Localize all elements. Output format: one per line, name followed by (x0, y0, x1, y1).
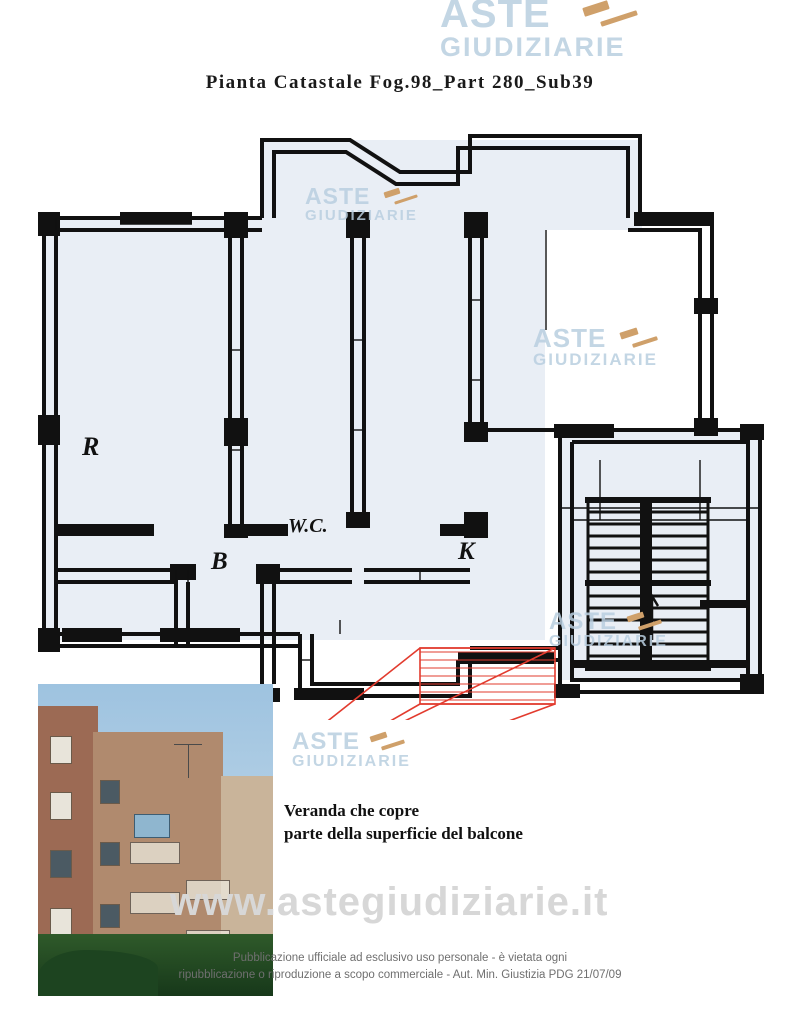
footer-line-1: Pubblicazione ufficiale ad esclusivo uso personale - è vietata ogni (232, 952, 568, 964)
photo-window (50, 792, 72, 820)
footer-line-2: ripubblicazione o riproduzione a scopo commerciale - Aut. Min. Giustizia PDG 21/07/09 (178, 969, 622, 982)
room-label-k: K (458, 538, 475, 565)
photo-antenna-icon (188, 744, 189, 778)
room-label-wc: W.C. (288, 515, 328, 537)
photo-window (100, 842, 120, 866)
watermark-top: ASTE GIUDIZIARIE (440, 0, 626, 62)
veranda-caption-line2: parte della superficie del balcone (284, 823, 523, 843)
watermark-plan-bottom: ASTE GIUDIZIARIE (549, 608, 668, 650)
photo-window (100, 904, 120, 928)
page-title: Pianta Catastale Fog.98_Part 280_Sub39 (205, 72, 595, 93)
room-label-r: R (82, 432, 100, 461)
room-label-b: B (211, 548, 228, 575)
watermark-plan-right: ASTE GIUDIZIARIE (533, 323, 658, 369)
watermark-url: www.astegiudiziarie.it (170, 880, 609, 924)
footer-notice (0, 950, 800, 985)
veranda-caption-line1: Veranda che copre (284, 801, 420, 820)
watermark-caption: ASTE GIUDIZIARIE (292, 728, 411, 770)
photo-window (50, 736, 72, 764)
photo-balcony (130, 842, 180, 864)
photo-window (50, 908, 72, 936)
photo-veranda-highlight (134, 814, 170, 838)
photo-window (100, 780, 120, 804)
veranda-caption (284, 800, 523, 846)
watermark-plan-top: ASTE GIUDIZIARIE (305, 183, 418, 224)
photo-window (50, 850, 72, 878)
